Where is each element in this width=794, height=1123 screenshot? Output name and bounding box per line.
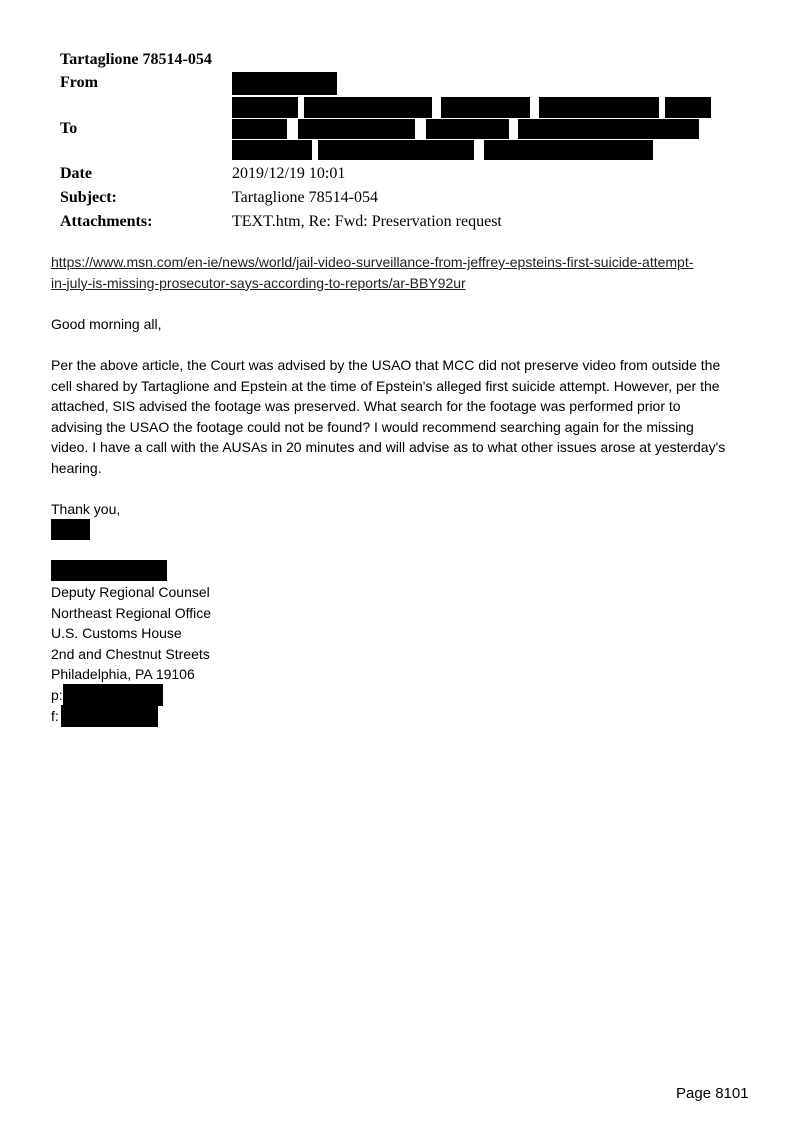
redaction-to	[665, 97, 711, 118]
signature-title: Deputy Regional Counsel	[51, 584, 210, 600]
redaction-to	[318, 140, 474, 160]
signature-office: Northeast Regional Office	[51, 605, 212, 621]
attachments-value: TEXT.htm, Re: Fwd: Preservation request	[232, 213, 502, 230]
redaction-to	[304, 97, 432, 118]
redaction-phone	[63, 684, 163, 706]
date-label: Date	[60, 165, 92, 182]
page-number: Page 8101	[676, 1085, 749, 1102]
redaction-from	[232, 72, 337, 95]
document-title: Tartaglione 78514-054	[60, 51, 212, 68]
phone-label: p:	[51, 687, 63, 703]
redaction-to	[484, 140, 653, 160]
message-paragraph	[51, 355, 751, 478]
article-link-line[interactable]: in-july-is-missing-prosecutor-says-according-to-reports/ar-BBY92ur	[51, 274, 466, 291]
paragraph-line: Per the above article, the Court was advised by the USAO that MCC did not preserve video from outside the	[51, 357, 721, 373]
article-link[interactable]	[51, 252, 751, 293]
subject-value: Tartaglione 78514-054	[232, 189, 378, 206]
signature-building: U.S. Customs House	[51, 625, 182, 641]
redaction-to	[426, 119, 509, 139]
redaction-to	[232, 97, 298, 118]
paragraph-line: hearing.	[51, 459, 102, 476]
greeting: Good morning all,	[51, 316, 162, 332]
attachments-label: Attachments:	[60, 213, 153, 230]
paragraph-line: attached, SIS advised the footage was preserved. What search for the footage was performed prior to	[51, 398, 681, 414]
date-value: 2019/12/19 10:01	[232, 165, 346, 182]
article-link-line[interactable]: https://www.msn.com/en-ie/news/world/jail-video-surveillance-from-jeffrey-epsteins-first-suicide-attempt-	[51, 254, 694, 270]
closing: Thank you,	[51, 501, 121, 517]
redaction-to	[441, 97, 530, 118]
redaction-to	[539, 97, 659, 118]
redaction-to	[298, 119, 415, 139]
subject-label: Subject:	[60, 189, 117, 206]
redaction-to	[518, 119, 699, 139]
signature-city: Philadelphia, PA 19106	[51, 666, 195, 682]
fax-label: f:	[51, 708, 59, 724]
to-label: To	[60, 120, 78, 137]
from-label: From	[60, 74, 98, 91]
paragraph-line: advising the USAO the footage could not be found? I would recommend searching again for the missing	[51, 418, 694, 435]
signature-street: 2nd and Chestnut Streets	[51, 646, 210, 662]
redaction-to	[232, 140, 312, 160]
paragraph-line: cell shared by Tartaglione and Epstein at the time of Epstein's alleged first suicide attempt. However, per the	[51, 377, 720, 394]
redaction-sender-name	[51, 560, 167, 581]
redaction-fax	[61, 705, 158, 727]
paragraph-line: video. I have a call with the AUSAs in 20 minutes and will advise as to what other issues arose at yesterday's	[51, 439, 726, 455]
redaction-sender-first-name	[51, 519, 90, 540]
redaction-to	[232, 119, 287, 139]
